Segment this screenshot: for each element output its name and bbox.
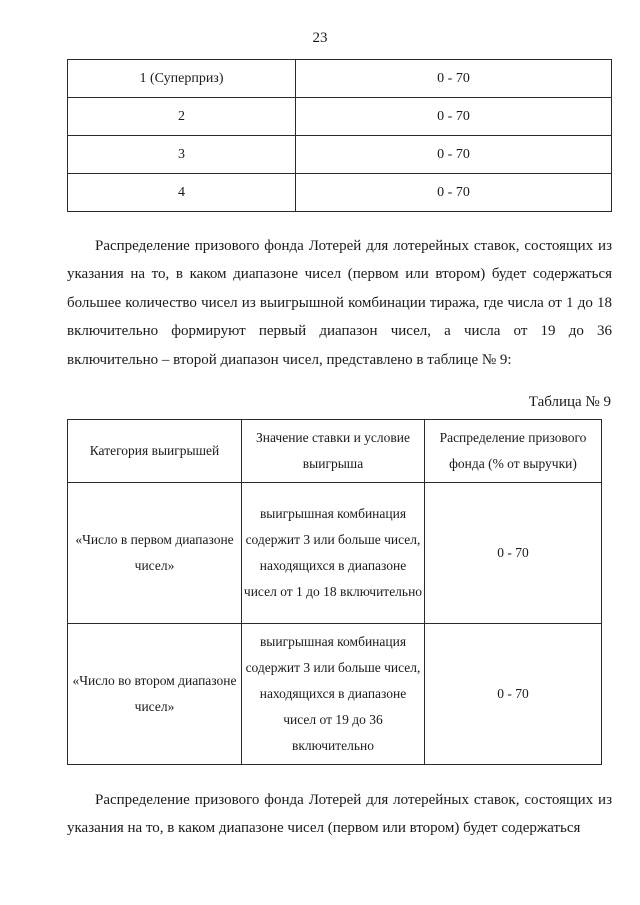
table-cell-value: 0 - 70	[296, 98, 612, 136]
table-cell-condition: выигрышная комбинация содержит 3 или больше чисел, находящихся в диапазоне чисел от 19 до 36 включительно	[242, 624, 425, 765]
paragraph-distribution-continued	[67, 786, 612, 843]
table-cell-value: 0 - 70	[296, 174, 612, 212]
table-row	[68, 60, 612, 98]
table-cell-category: «Число во втором диапазоне чисел»	[68, 624, 242, 765]
table-cell-value: 0 - 70	[296, 136, 612, 174]
table-cell-value: 0 - 70	[296, 60, 612, 98]
table-cell-condition: выигрышная комбинация содержит 3 или больше чисел, находящихся в диапазоне чисел от 1 до 18 включительно	[242, 483, 425, 624]
paragraph-text: Распределение призового фонда Лотерей для лотерейных ставок, состоящих из указания на то, в каком диапазоне чисел (первом или втором) будет содержаться большее количество чисел из выигрышной комбинации тиража, где числа от 1 до 18 включительно формируют первый диапазон чисел, а числа от 19 до 36 включительно – второй диапазон чисел, представлено в таблице № 9:	[67, 238, 612, 368]
table-cell-category: 4	[68, 174, 296, 212]
table-row	[68, 136, 612, 174]
table-header-row	[68, 420, 602, 483]
paragraph-text: Распределение призового фонда Лотерей для лотерейных ставок, состоящих из указания на то, в каком диапазоне чисел (первом или втором) будет содержаться	[67, 792, 612, 837]
table-cell-distribution: 0 - 70	[425, 483, 602, 624]
header-category: Категория выигрышей	[68, 420, 242, 483]
table-cell-category: 2	[68, 98, 296, 136]
prize-distribution-table	[67, 59, 612, 212]
table-cell-category: 3	[68, 136, 296, 174]
table-caption: Таблица № 9	[528, 394, 611, 410]
table-9	[67, 419, 602, 765]
table-cell-category: «Число в первом диапазоне чисел»	[68, 483, 242, 624]
table-row	[68, 624, 602, 765]
page-number: 23	[312, 30, 328, 46]
table-row	[68, 98, 612, 136]
paragraph-distribution-intro	[67, 232, 612, 374]
table-cell-category: 1 (Суперприз)	[68, 60, 296, 98]
header-distribution: Распределение призового фонда (% от выручки)	[425, 420, 602, 483]
table-row	[68, 483, 602, 624]
table-row	[68, 174, 612, 212]
table-cell-distribution: 0 - 70	[425, 624, 602, 765]
header-condition: Значение ставки и условие выигрыша	[242, 420, 425, 483]
